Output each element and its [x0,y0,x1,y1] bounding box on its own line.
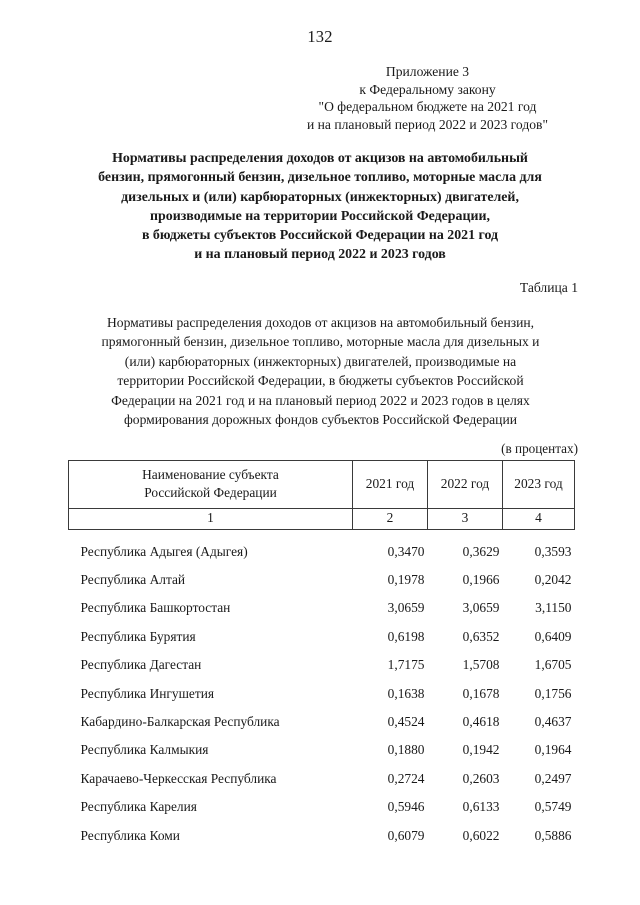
title-line-3: дизельных и (или) карбюраторных (инжекторных) двигателей, [121,189,519,205]
appendix-line-4: и на плановый период 2022 и 2023 годов" [306,116,549,132]
description-line-6: формирования дорожных фондов субъектов Российской Федерации [123,412,518,428]
column-number-1: 1 [69,509,353,530]
column-number-2: 2 [353,509,428,530]
appendix-line-3: "О федеральном бюджете на 2021 год [318,99,537,114]
cell-value-2022: 1,5708 [462,657,500,673]
title-line-4: производимые на территории Российской Федерации, [150,208,490,224]
cell-value-2023: 0,5749 [534,799,572,815]
distribution-table [68,460,574,849]
cell-value-2023: 0,4637 [534,714,572,730]
column-number-4: 4 [503,509,575,530]
table-row [69,707,575,735]
cell-value-2022: 0,4618 [462,714,500,730]
table-header [69,461,575,530]
cell-region-name: Республика Коми [80,827,180,843]
cell-region-name: Республика Калмыкия [80,742,209,758]
table-caption-label: Таблица 1 [519,280,578,295]
cell-value-2023: 0,5886 [534,827,572,843]
cell-value-2021: 0,4524 [387,714,425,730]
table-description [72,313,569,429]
column-header-region-line2: Российской Федерации [144,484,277,500]
cell-value-2021: 3,0659 [387,600,425,616]
table-row [69,821,575,849]
table [68,460,575,849]
title-line-6: и на плановый период 2022 и 2023 годов [194,247,446,263]
appendix-line-1: Приложение 3 [385,64,470,79]
column-number-3: 3 [428,509,503,530]
cell-value-2022: 3,0659 [462,600,500,616]
cell-value-2022: 0,6352 [462,628,500,644]
appendix-reference-block [265,63,590,133]
cell-value-2021: 0,6079 [387,827,425,843]
cell-value-2023: 0,1756 [534,685,572,701]
cell-value-2022: 0,1678 [462,685,500,701]
cell-region-name: Карачаево-Черкесская Республика [80,770,277,786]
cell-value-2022: 0,1966 [462,572,500,588]
cell-value-2022: 0,3629 [462,543,500,559]
column-header-2023: 2023 год [503,461,575,509]
cell-region-name: Республика Карелия [80,799,197,815]
cell-value-2021: 0,3470 [387,543,425,559]
page-number: 132 [307,27,333,46]
cell-value-2021: 0,2724 [387,770,425,786]
cell-value-2023: 0,6409 [534,628,572,644]
cell-value-2023: 0,1964 [534,742,572,758]
description-line-5: Федерации на 2021 год и на плановый период 2022 и 2023 годов в целях [111,392,530,408]
column-header-2021: 2021 год [353,461,428,509]
description-line-4: территории Российской Федерации, в бюджеты субъектов Российской [117,373,524,389]
description-line-2: прямогонный бензин, дизельное топливо, моторные масла для дизельных и [101,334,540,350]
table-header-row [69,461,575,509]
table-body [69,530,575,850]
table-row [69,622,575,650]
description-line-1: Нормативы распределения доходов от акцизов на автомобильный бензин, [106,315,535,330]
cell-value-2021: 0,1880 [387,742,425,758]
cell-value-2022: 0,6022 [462,827,500,843]
cell-value-2023: 3,1150 [535,600,572,616]
cell-value-2021: 1,7175 [387,657,425,673]
appendix-line-2: к Федеральному закону [359,81,496,97]
title-line-1: Нормативы распределения доходов от акцизов на автомобильный [112,151,528,166]
cell-region-name: Кабардино-Балкарская Республика [80,714,280,730]
table-row [69,565,575,593]
title-line-2: бензин, прямогонный бензин, дизельное топливо, моторные масла для [98,170,542,186]
cell-value-2023: 0,2497 [534,770,572,786]
table-row [69,651,575,679]
cell-value-2022: 0,2603 [462,770,500,786]
table-row [69,764,575,792]
cell-region-name: Республика Бурятия [80,628,196,644]
cell-value-2023: 0,3593 [534,543,572,559]
column-header-2022: 2022 год [428,461,503,509]
title-line-5: в бюджеты субъектов Российской Федерации на 2021 год [141,228,499,244]
table-row [69,594,575,622]
column-header-region-line1: Наименование субъекта [142,467,279,482]
cell-value-2021: 0,1978 [387,572,425,588]
table-row [69,736,575,764]
cell-region-name: Республика Башкортостан [80,600,231,616]
cell-region-name: Республика Дагестан [80,657,202,673]
cell-value-2023: 0,2042 [534,572,572,588]
cell-value-2021: 0,6198 [387,628,425,644]
table-row [69,679,575,707]
cell-region-name: Республика Адыгея (Адыгея) [80,543,248,559]
units-note: (в процентах) [501,441,578,456]
cell-value-2022: 0,6133 [462,799,500,815]
description-line-3: (или) карбюраторных (инжекторных) двигателей, производимые на [124,353,517,369]
cell-value-2023: 1,6705 [534,657,572,673]
page-title [64,149,576,265]
cell-region-name: Республика Алтай [80,572,186,588]
table-row [69,530,575,566]
cell-region-name: Республика Ингушетия [80,685,215,701]
table-column-number-row [69,509,575,530]
cell-value-2021: 0,1638 [387,685,425,701]
table-row [69,793,575,821]
column-header-region [69,461,353,509]
cell-value-2022: 0,1942 [462,742,500,758]
cell-value-2021: 0,5946 [387,799,425,815]
